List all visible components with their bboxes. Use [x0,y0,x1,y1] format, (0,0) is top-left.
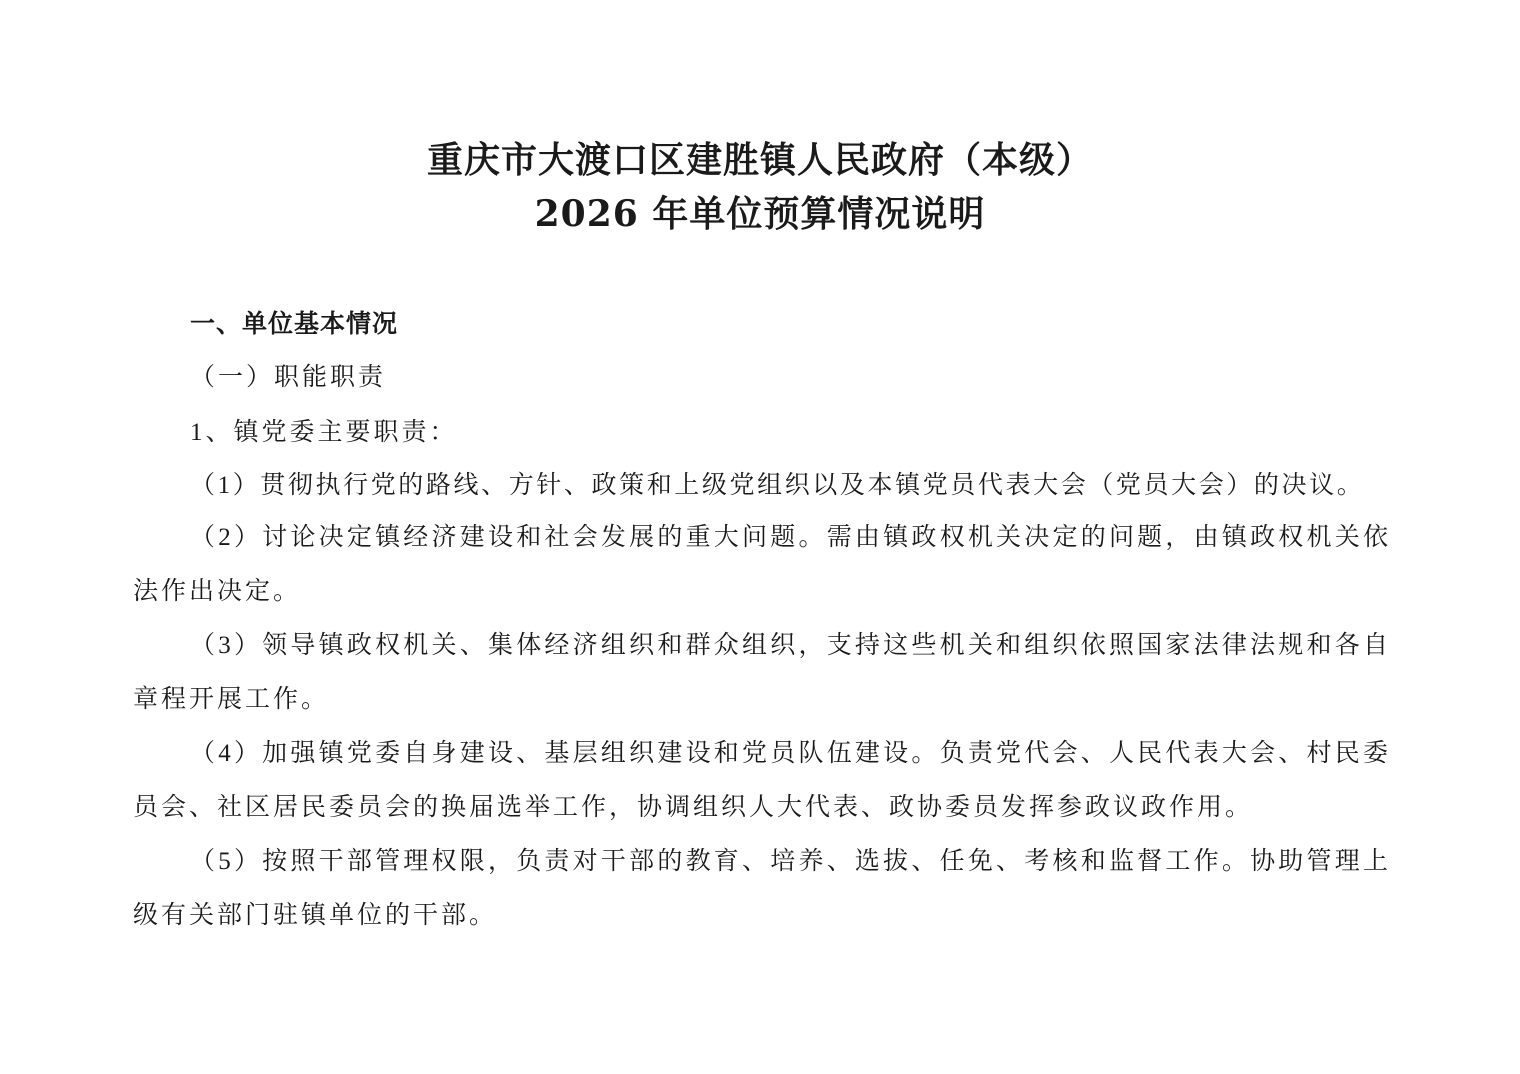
duty-item-4: （4）加强镇党委自身建设、基层组织建设和党员队伍建设。负责党代会、人民代表大会、村民委员会、社区居民委员会的换届选举工作，协调组织人大代表、政协委员发挥参政议政作用。 [133,740,1391,821]
document-title-line-1: 重庆市大渡口区建胜镇人民政府（本级） [426,139,1093,181]
document-title-line-2: 2026 年单位预算情况说明 [534,193,986,235]
duty-item-5: （5）按照干部管理权限，负责对干部的教育、培养、选拔、任免、考核和监督工作。协助管理上级有关部门驻镇单位的干部。 [133,848,1391,929]
duty-item-3: （3）领导镇政权机关、集体经济组织和群众组织，支持这些机关和组织依照国家法律法规和各自章程开展工作。 [133,632,1391,713]
section-heading: 一、单位基本情况 [190,309,399,338]
duty-item-2: （2）讨论决定镇经济建设和社会发展的重大问题。需由镇政权机关决定的问题，由镇政权机关依法作出决定。 [133,524,1391,605]
subsection-heading: （一）职能职责 [190,364,387,391]
duty-intro: 1、镇党委主要职责： [190,419,458,446]
duty-item-1: （1）贯彻执行党的路线、方针、政策和上级党组织以及本镇党员代表大会（党员大会）的决议。 [190,472,1365,499]
